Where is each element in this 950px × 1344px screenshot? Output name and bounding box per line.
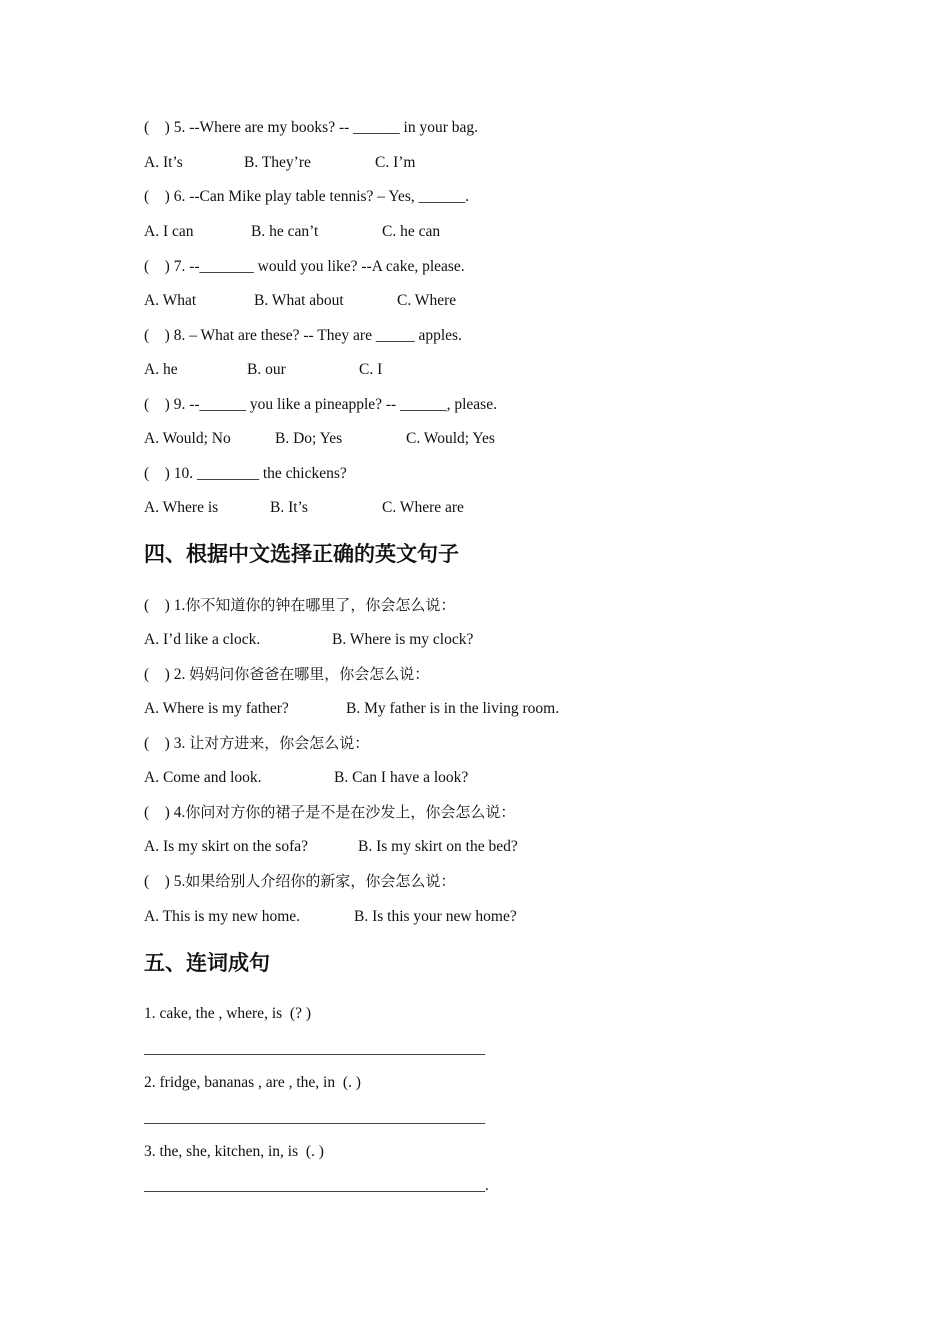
s4-q3-options xyxy=(144,768,594,788)
s5-q2-answer-blank[interactable]: ____________________________________________ xyxy=(144,1109,485,1126)
s4-q2-chinese: 妈妈问你爸爸在哪里，你会怎么说： xyxy=(189,665,430,683)
s4-q1-stem xyxy=(144,595,455,616)
q8-option-b: B. our xyxy=(247,361,286,378)
q9-options xyxy=(144,429,544,449)
q7-option-a: A. What xyxy=(144,292,197,309)
q7-options xyxy=(144,291,544,311)
q6-option-a: A. I can xyxy=(144,223,194,240)
q9-option-a: A. Would; No xyxy=(144,430,231,447)
q8-option-c: C. I xyxy=(359,361,383,378)
s5-q1-prompt: 1. cake, the , where, is (? ) xyxy=(144,1005,311,1022)
q9-option-b: B. Do; Yes xyxy=(275,430,343,447)
s4-q2-option-a: A. Where is my father? xyxy=(144,700,289,717)
q7-stem: ( ) 7. --_______ would you like? --A cake, please. xyxy=(144,258,465,275)
s5-q2-prompt: 2. fridge, bananas , are , the, in (. ) xyxy=(144,1074,361,1091)
s4-q4-option-a: A. Is my skirt on the sofa? xyxy=(144,838,309,855)
s4-q4-options xyxy=(144,837,594,857)
s4-q1-chinese: 你不知道你的钟在哪里了，你会怎么说： xyxy=(185,596,456,614)
q9-option-c: C. Would; Yes xyxy=(406,430,495,447)
s4-q1-prefix: ( ) 1. xyxy=(144,597,186,614)
q10-stem: ( ) 10. ________ the chickens? xyxy=(144,465,347,482)
q10-option-c: C. Where are xyxy=(382,499,464,516)
s4-q4-prefix: ( ) 4. xyxy=(144,804,186,821)
s4-q4-chinese: 你问对方你的裙子是不是在沙发上，你会怎么说： xyxy=(185,803,516,821)
q6-stem: ( ) 6. --Can Mike play table tennis? – Yes, ______. xyxy=(144,188,470,205)
q7-option-b: B. What about xyxy=(254,292,344,309)
q6-option-b: B. he can’t xyxy=(251,223,319,240)
s4-q3-option-b: B. Can I have a look? xyxy=(334,769,469,786)
s4-q1-options xyxy=(144,630,594,650)
s4-q1-option-a: A. I’d like a clock. xyxy=(144,631,261,648)
q7-option-c: C. Where xyxy=(397,292,457,309)
q8-options xyxy=(144,360,544,380)
s4-q3-stem xyxy=(144,733,369,754)
s4-q5-chinese: 如果给别人介绍你的新家，你会怎么说： xyxy=(185,872,456,890)
q10-options xyxy=(144,498,544,518)
q6-options xyxy=(144,222,544,242)
q9-stem: ( ) 9. --______ you like a pineapple? -- ______, please. xyxy=(144,396,497,413)
s4-q3-prefix: ( ) 3. xyxy=(144,735,190,752)
s4-q4-option-b: B. Is my skirt on the bed? xyxy=(358,838,518,855)
q8-option-a: A. he xyxy=(144,361,178,378)
s4-q3-chinese: 让对方进来，你会怎么说： xyxy=(189,734,370,752)
s4-q5-prefix: ( ) 5. xyxy=(144,873,186,890)
section-4-title: 四、根据中文选择正确的英文句子 xyxy=(144,542,459,566)
q5-option-c: C. I’m xyxy=(375,154,416,171)
q10-option-b: B. It’s xyxy=(270,499,308,516)
s4-q5-stem xyxy=(144,871,455,892)
s5-q3-prompt: 3. the, she, kitchen, in, is (. ) xyxy=(144,1143,324,1160)
q8-stem: ( ) 8. – What are these? -- They are _____ apples. xyxy=(144,327,462,344)
s5-q3-answer-blank[interactable]: ____________________________________________. xyxy=(144,1177,489,1194)
s5-q1-answer-blank[interactable]: ____________________________________________ xyxy=(144,1040,485,1057)
s4-q5-option-b: B. Is this your new home? xyxy=(354,908,517,925)
s4-q2-stem xyxy=(144,664,429,685)
q5-option-b: B. They’re xyxy=(244,154,311,171)
s4-q1-option-b: B. Where is my clock? xyxy=(332,631,474,648)
s4-q2-prefix: ( ) 2. xyxy=(144,666,190,683)
q5-option-a: A. It’s xyxy=(144,154,183,171)
s4-q2-option-b: B. My father is in the living room. xyxy=(346,700,560,717)
q6-option-c: C. he can xyxy=(382,223,441,240)
q5-options xyxy=(144,153,544,173)
s4-q5-option-a: A. This is my new home. xyxy=(144,908,300,925)
s4-q3-option-a: A. Come and look. xyxy=(144,769,262,786)
s4-q2-options xyxy=(144,699,594,719)
section-5-title: 五、连词成句 xyxy=(144,951,270,975)
q10-option-a: A. Where is xyxy=(144,499,219,516)
s4-q5-options xyxy=(144,907,594,927)
s4-q4-stem xyxy=(144,802,515,823)
q5-stem: ( ) 5. --Where are my books? -- ______ in your bag. xyxy=(144,119,479,136)
